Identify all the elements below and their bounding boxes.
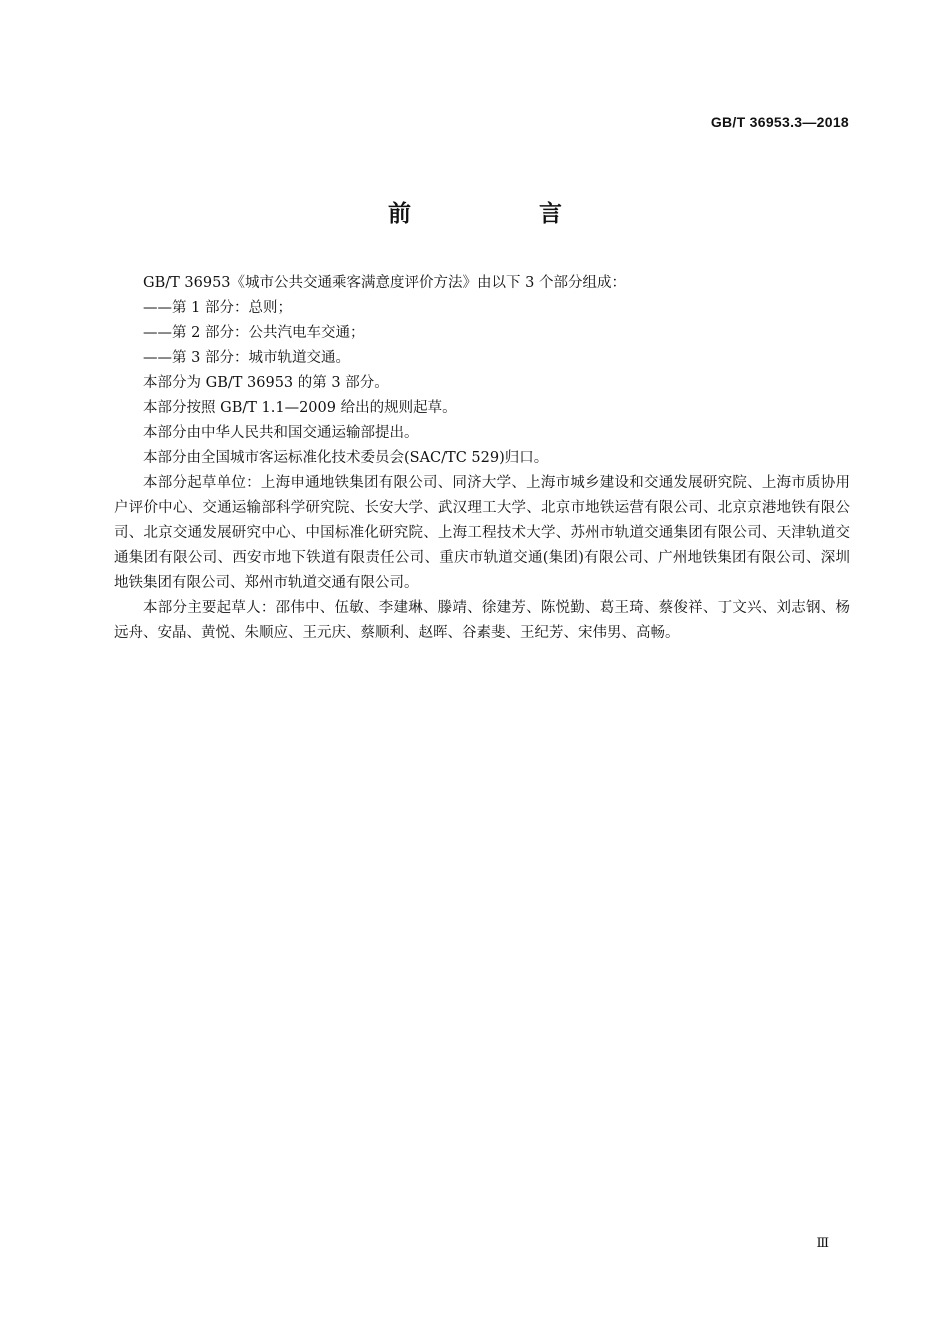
list-item: ——第 2 部分：公共汽电车交通； [143, 325, 365, 341]
statement-rules: 本部分按照 GB/T 1.1—2009 给出的规则起草。 [143, 400, 457, 416]
list-item: ——第 1 部分：总则； [143, 300, 292, 316]
page-title: 前 言 [387, 201, 622, 227]
statement-part: 本部分为 GB/T 36953 的第 3 部分。 [143, 375, 389, 391]
list-item: ——第 3 部分：城市轨道交通。 [143, 350, 350, 366]
drafting-units-paragraph: 本部分起草单位：上海申通地铁集团有限公司、同济大学、上海市城乡建设和交通发展研究院、上海市质协用户评价中心、交通运输部科学研究院、长安大学、武汉理工大学、北京市地铁运营有限公司、北京京港地铁有限公司、北京交通发展研究中心、中国标准化研究院、上海工程技术大学、苏州市轨道交通集团有限公司、天津轨道交通集团有限公司、西安市地下铁道有限责任公司、重庆市轨道交通(集团)有限公司、广州地铁集团有限公司、深圳地铁集团有限公司、郑州市轨道交通有限公司。 [114, 475, 850, 591]
statement-proposed: 本部分由中华人民共和国交通运输部提出。 [143, 425, 419, 441]
main-drafters-paragraph: 本部分主要起草人：邵伟中、伍敏、李建琳、滕靖、徐建芳、陈悦勤、葛王琦、蔡俊祥、丁文兴、刘志钢、杨远舟、安晶、黄悦、朱顺应、王元庆、蔡顺利、赵晖、谷素斐、王纪芳、宋伟男、高畅。 [114, 600, 850, 641]
standard-code: GB/T 36953.3—2018 [710, 114, 849, 130]
page-number: Ⅲ [816, 1236, 829, 1251]
intro-paragraph: GB/T 36953《城市公共交通乘客满意度评价方法》由以下 3 个部分组成： [143, 275, 626, 291]
body-text [114, 271, 850, 646]
statement-centralized: 本部分由全国城市客运标准化技术委员会(SAC/TC 529)归口。 [143, 450, 549, 466]
